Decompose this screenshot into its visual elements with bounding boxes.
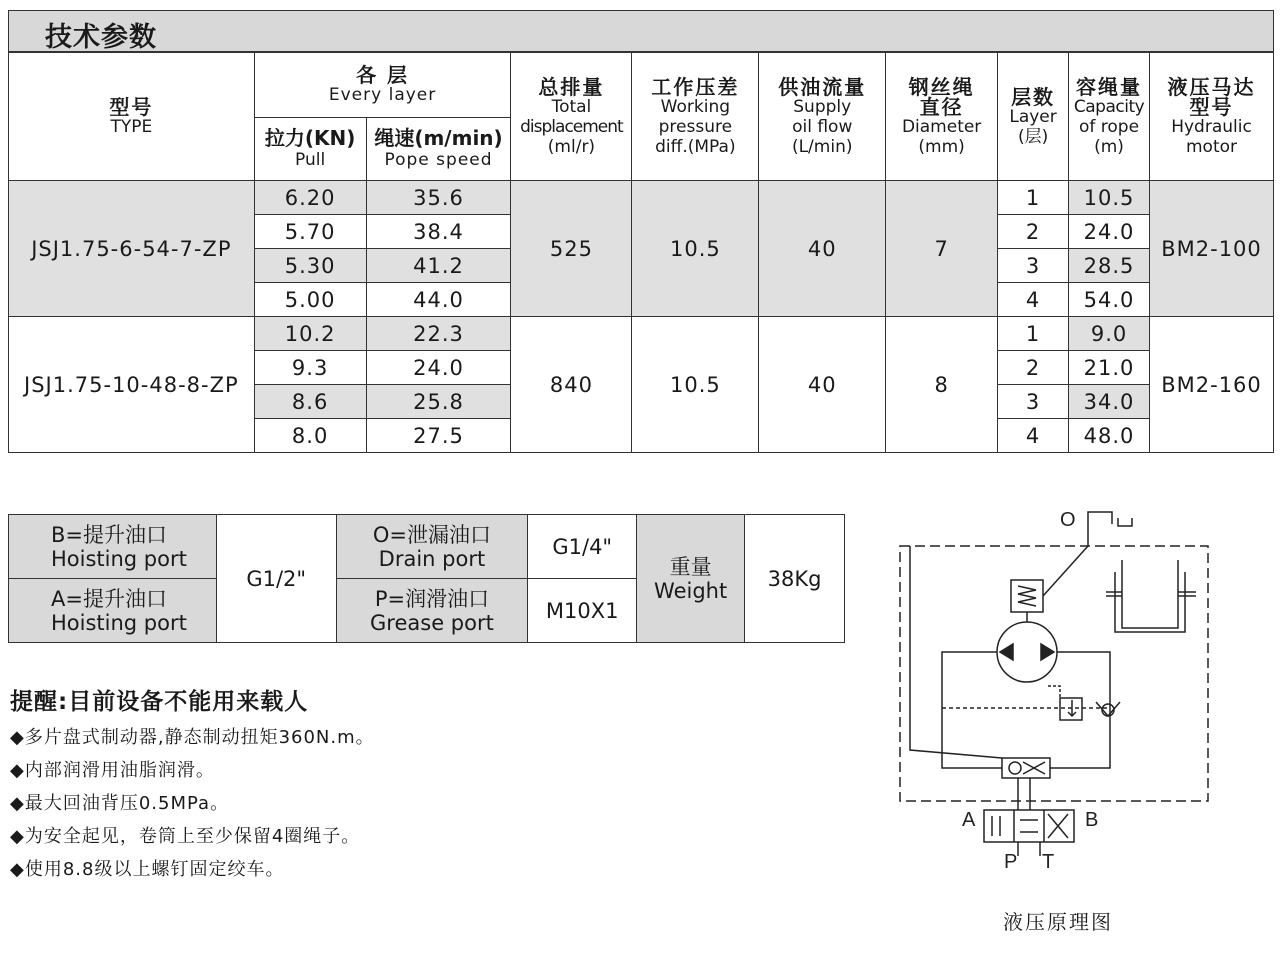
displacement-value: 840 [511,317,632,453]
drum-icon [1115,572,1185,632]
pull-value: 8.6 [254,385,366,419]
section-title: 技术参数 [45,22,157,53]
pull-value: 10.2 [254,317,366,351]
pull-value: 5.70 [254,215,366,249]
displacement-value: 525 [511,181,632,317]
note-item: ◆最大回油背压0.5MPa。 [10,793,230,814]
pressure-value: 10.5 [632,181,759,317]
pull-value: 9.3 [254,351,366,385]
speed-value: 22.3 [366,317,511,351]
layer-value: 4 [998,419,1069,453]
note-item: ◆内部润滑用油脂润滑。 [10,760,215,781]
weight-label: 重量 Weight [637,515,745,643]
speed-value: 44.0 [366,283,511,317]
capacity-value: 24.0 [1069,215,1150,249]
notes-section [10,683,375,891]
layer-value: 2 [998,351,1069,385]
speed-value: 25.8 [366,385,511,419]
directional-valve-icon [984,810,1074,842]
layer-value: 3 [998,249,1069,283]
table-row [9,181,1274,215]
model-type: JSJ1.75-10-48-8-ZP [9,317,255,453]
ports-table [8,514,845,643]
hydraulic-schematic [880,500,1240,890]
header-pull: 拉力(KN) Pull [254,118,366,181]
note-item: ◆使用8.8级以上螺钉固定绞车。 [10,859,285,880]
flow-value: 40 [759,181,886,317]
header-oil-flow: 供油流量 Supply oil flow (L/min) [759,53,886,181]
layer-value: 1 [998,317,1069,351]
diameter-value: 7 [886,181,998,317]
port-o-mark: O [1060,509,1076,531]
pull-value: 8.0 [254,419,366,453]
header-layer: 层数 Layer (层) [998,53,1069,181]
capacity-value: 34.0 [1069,385,1150,419]
speed-value: 27.5 [366,419,511,453]
notes-heading: 提醒:目前设备不能用来载人 [10,689,309,715]
capacity-value: 48.0 [1069,419,1150,453]
speed-value: 35.6 [366,181,511,215]
pull-value: 5.00 [254,283,366,317]
capacity-value: 54.0 [1069,283,1150,317]
header-diameter: 钢丝绳 直径 Diameter (mm) [886,53,998,181]
port-p-size: M10X1 [528,579,637,643]
layer-value: 2 [998,215,1069,249]
capacity-value: 10.5 [1069,181,1150,215]
speed-value: 41.2 [366,249,511,283]
port-a-mark: A [962,809,976,831]
header-motor: 液压马达 型号 Hydraulic motor [1150,53,1274,181]
port-o-size: G1/4" [528,515,637,579]
port-a-label: A=提升油口 Hoisting port [9,579,217,643]
header-pressure: 工作压差 Working pressure diff.(MPa) [632,53,759,181]
port-b-mark: B [1085,809,1099,831]
capacity-value: 9.0 [1069,317,1150,351]
header-type: 型号 TYPE [9,53,255,181]
note-item: ◆为安全起见，卷筒上至少保留4圈绳子。 [10,826,361,847]
motor-value: BM2-100 [1150,181,1274,317]
model-type: JSJ1.75-6-54-7-ZP [9,181,255,317]
motor-value: BM2-160 [1150,317,1274,453]
note-item: ◆多片盘式制动器,静态制动扭矩360N.m。 [10,727,375,748]
pull-value: 5.30 [254,249,366,283]
diagram-caption: 液压原理图 [1003,910,1113,934]
pressure-value: 10.5 [632,317,759,453]
table-row [9,317,1274,351]
layer-value: 3 [998,385,1069,419]
capacity-value: 28.5 [1069,249,1150,283]
diameter-value: 8 [886,317,998,453]
relief-valve-icon [1060,698,1082,720]
port-t-mark: T [1042,851,1055,873]
port-p-label: P=润滑油口 Grease port [336,579,528,643]
header-every-layer: 各 层 Every layer [254,53,511,118]
speed-value: 38.4 [366,215,511,249]
weight-value: 38Kg [745,515,845,643]
header-capacity: 容绳量 Capacity of rope (m) [1069,53,1150,181]
header-displacement: 总排量 Total displacement (ml/r) [511,53,632,181]
port-b-label: B=提升油口 Hoisting port [9,515,217,579]
port-p-mark: P [1004,851,1018,873]
layer-value: 4 [998,283,1069,317]
spec-table [8,52,1274,453]
section-title-bar [8,10,1274,52]
speed-value: 24.0 [366,351,511,385]
flow-value: 40 [759,317,886,453]
header-rope-speed: 绳速(m/min) Pope speed [366,118,511,181]
capacity-value: 21.0 [1069,351,1150,385]
layer-value: 1 [998,181,1069,215]
port-ab-size: G1/2" [216,515,336,643]
port-o-label: O=泄漏油口 Drain port [336,515,528,579]
pull-value: 6.20 [254,181,366,215]
